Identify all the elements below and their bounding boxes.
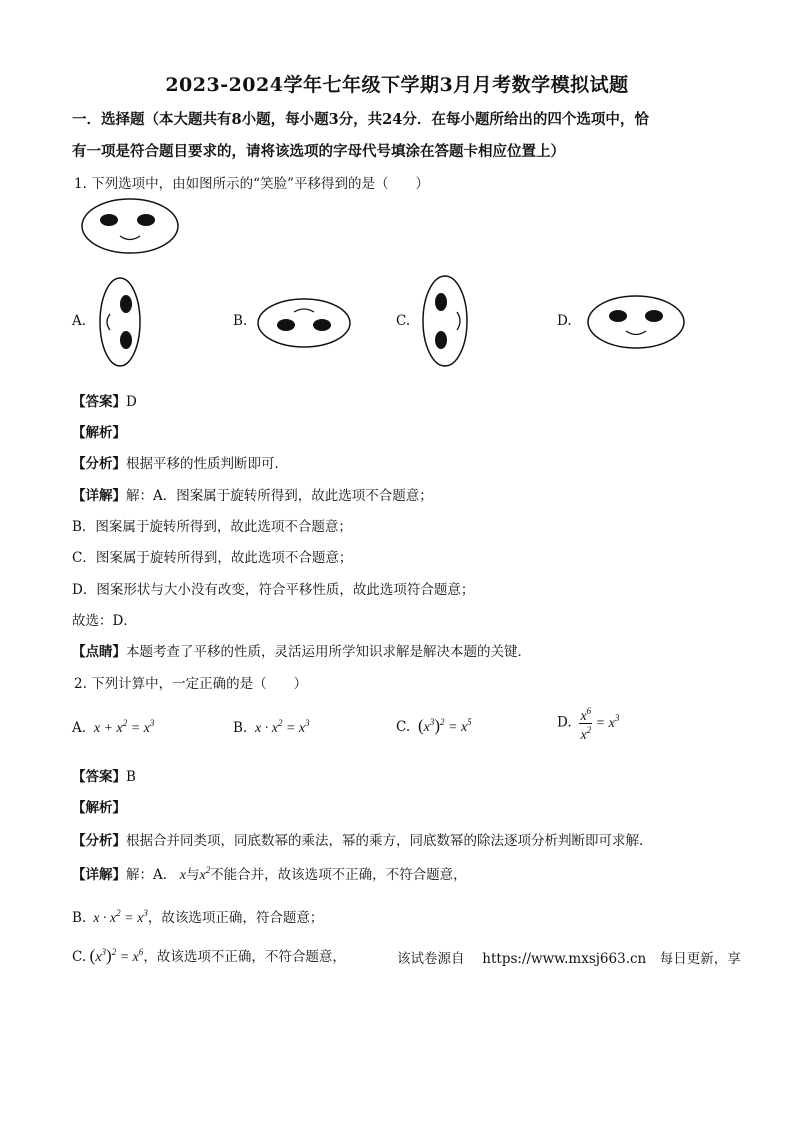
section-heading-line1: 一．选择题（本大题共有8小题，每小题3分，共24分．在每小题所给出的四个选项中，恰 (72, 111, 649, 128)
q2-answer-value: B (126, 769, 136, 785)
q2-option-c (396, 716, 472, 736)
q2-xiangjie-pre: 解：A． (126, 867, 177, 883)
q2-line-b-formula: $x \cdot x^2 = x^3$ (86, 908, 148, 926)
q2-line-c-label: C. (72, 949, 87, 965)
q1-dianjing-line (72, 640, 531, 660)
q1-option-b-label: B. (233, 313, 248, 329)
section-heading-line2: 有一项是符合题目要求的，请将该选项的字母代号填涂在答题卡相应位置上） (72, 143, 565, 160)
q2-xiangjie-line (72, 863, 467, 884)
q2-option-d-label: D. (557, 714, 572, 731)
q2-fenxi-line (72, 829, 653, 849)
q2-option-a-label: A. (72, 720, 87, 736)
fenxi-tag: 【分析】 (72, 456, 126, 472)
q1-xiangjie-text: 解：A．图案属于旋转所得到，故此选项不合题意； (126, 488, 433, 504)
q2-option-c-label: C. (396, 719, 411, 735)
q2-answer-line (72, 765, 136, 785)
q1-option-c-figure (421, 274, 473, 368)
q1-option-a-label: A. (72, 313, 87, 329)
q1-xiangjie-line (72, 484, 433, 504)
q1-line-c: C．图案属于旋转所得到，故此选项不合题意； (72, 550, 353, 566)
math-x: x (176, 868, 186, 883)
answer-tag: 【答案】 (72, 769, 126, 785)
q1-option-c-label: C. (396, 313, 411, 329)
q1-answer-value: D (126, 394, 137, 410)
q1-option-b-figure (256, 296, 352, 350)
q1-line-b: B．图案属于旋转所得到，故此选项不合题意； (72, 519, 352, 535)
q2-line-c (72, 945, 346, 966)
math-x-squared: $x^2$ (199, 865, 211, 883)
q2-option-d (557, 705, 619, 742)
q1-answer-line (72, 390, 137, 410)
xiangjie-tag: 【详解】 (72, 867, 126, 883)
q2-xiangjie-mid: 与 (185, 867, 200, 883)
q1-option-d-label: D. (557, 313, 572, 329)
fenxi-tag: 【分析】 (72, 833, 126, 849)
q1-choose-line: 故选：D． (72, 613, 137, 629)
reference-smiley-figure (80, 196, 180, 256)
q2-line-b (72, 906, 323, 927)
q1-option-a-figure (98, 276, 142, 368)
q1-option-d-figure (586, 294, 686, 350)
q2-option-a (72, 718, 154, 737)
q2-fenxi-text: 根据合并同类项，同底数幂的乘法，幂的乘方，同底数幂的除法逐项分析判断即可求解． (126, 833, 653, 849)
q2-option-b (233, 718, 310, 737)
question-2-stem: 2. 下列计算中，一定正确的是（ ） (74, 676, 308, 692)
q2-analysis-tag: 【解析】 (72, 800, 126, 816)
question-1-stem: 1. 下列选项中，由如图所示的“笑脸”平移得到的是（ ） (74, 176, 429, 192)
page-title: 2023-2024学年七年级下学期3月月考数学模拟试题 (165, 74, 629, 96)
q2-line-c-text: ，故该选项不正确，不符合题意， (143, 949, 346, 965)
q2-line-c-formula: $(x^3)^2 = x^6$ (89, 946, 144, 965)
q2-option-c-formula: $(x^3)^2 = x^5$ (417, 716, 472, 735)
xiangjie-tag: 【详解】 (72, 488, 126, 504)
q1-fenxi-line (72, 452, 288, 472)
q2-option-b-label: B. (233, 720, 248, 736)
q2-option-a-formula: $x + x^2 = x^3$ (90, 718, 155, 736)
q2-option-d-formula: $\frac{x^6}{x^2}$ = $x^3$ (580, 706, 620, 743)
dianjing-tag: 【点睛】 (72, 644, 126, 660)
q2-line-b-text: ，故该选项正确，符合题意； (147, 910, 324, 926)
q2-line-b-label: B. (72, 910, 87, 926)
source-footer: 该试卷源自 https://www.mxsj663.cn 每日更新，享 (397, 951, 741, 967)
q1-fenxi-text: 根据平移的性质判断即可． (126, 456, 288, 472)
q1-line-d: D．图案形状与大小没有改变，符合平移性质，故此选项符合题意； (72, 582, 475, 598)
q2-xiangjie-post: 不能合并，故该选项不正确，不符合题意， (210, 867, 467, 883)
answer-tag: 【答案】 (72, 394, 126, 410)
q2-option-b-formula: $x \cdot x^2 = x^3$ (251, 718, 310, 736)
q1-analysis-tag: 【解析】 (72, 425, 126, 441)
q1-dianjing-text: 本题考查了平移的性质，灵活运用所学知识求解是解决本题的关键． (126, 644, 531, 660)
